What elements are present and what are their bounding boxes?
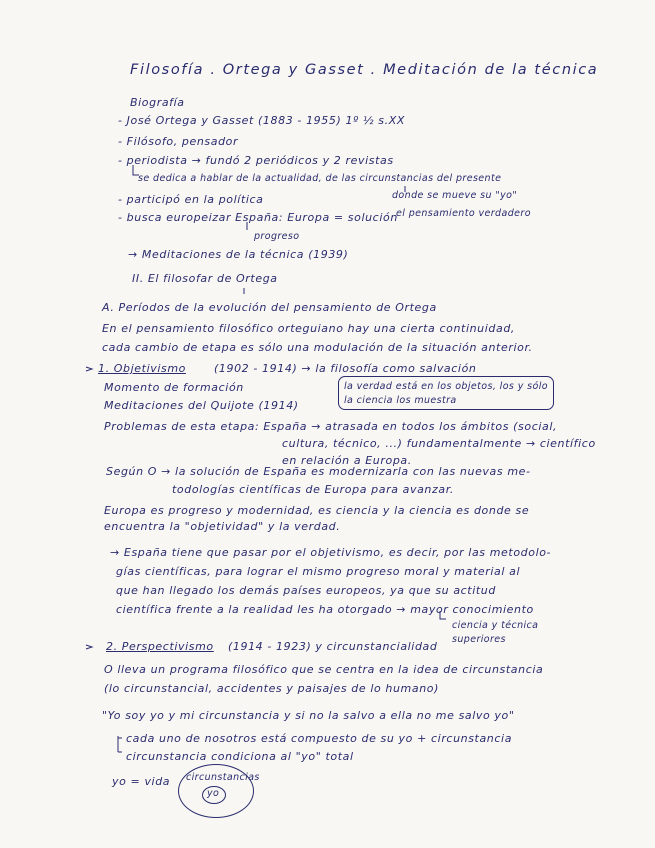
bio-heading: Biografía bbox=[130, 96, 185, 109]
problemas-line-2: cultura, técnico, ...) fundamentalmente → científico bbox=[282, 437, 596, 450]
objetivismo-momento: Momento de formación bbox=[104, 381, 244, 394]
bio-busca: - busca europeizar España: Europa = solución bbox=[118, 211, 398, 224]
periodos-heading: A. Períodos de la evolución del pensamiento de Ortega bbox=[102, 301, 437, 314]
segun-line-2: todologías científicas de Europa para avanzar. bbox=[172, 483, 454, 496]
bio-participo: - participó en la política bbox=[118, 193, 264, 206]
circunstancias-label: circunstancias bbox=[186, 772, 260, 783]
perspectivismo-lleva-1: O lleva un programa filosófico que se centra en la idea de circunstancia bbox=[104, 663, 544, 676]
ortega-quote: "Yo soy yo y mi circunstancia y si no la salvo a ella no me salvo yo" bbox=[102, 709, 515, 722]
espana-line-3: que han llegado los demás países europeos, ya que su actitud bbox=[116, 584, 496, 597]
perspectivismo-lleva-2: (lo circunstancial, accidentes y paisajes de lo humano) bbox=[104, 682, 439, 695]
page-title: Filosofía . Ortega y Gasset . Meditación de la técnica bbox=[130, 62, 599, 78]
yo-circle-label: yo bbox=[207, 788, 220, 799]
cada-uno-line: cada uno de nosotros está compuesto de su yo + circunstancia bbox=[126, 732, 513, 745]
verdad-box-line-1: la verdad está en los objetos, los y sólo bbox=[344, 381, 548, 392]
espana-line-4: científica frente a la realidad les ha otorgado → mayor conocimiento bbox=[116, 603, 534, 616]
bio-name-line: - José Ortega y Gasset (1883 - 1955) 1º ½ s.XX bbox=[118, 114, 405, 127]
espana-line-2: gías científicas, para lograr el mismo progreso moral y material al bbox=[116, 565, 521, 578]
bio-dedica: se dedica a hablar de la actualidad, de las circunstancias del presente bbox=[138, 173, 502, 184]
perspectivismo-heading: 2. Perspectivismo bbox=[106, 640, 214, 653]
objetivismo-heading: 1. Objetivismo bbox=[98, 362, 186, 375]
europa-line-1: Europa es progreso y modernidad, es ciencia y la ciencia es donde se bbox=[104, 504, 530, 517]
perspectivismo-dates: (1914 - 1923) y circunstancialidad bbox=[228, 640, 438, 653]
objetivismo-bullet-arrow bbox=[86, 367, 92, 371]
verdad-box-line-2: la ciencia los muestra bbox=[344, 395, 457, 406]
bio-pensamiento: el pensamiento verdadero bbox=[396, 208, 531, 219]
bio-progreso: progreso bbox=[254, 231, 300, 242]
superiores: superiores bbox=[452, 634, 506, 645]
bio-periodista: - periodista → fundó 2 periódicos y 2 revistas bbox=[118, 154, 394, 167]
objetivismo-dates: (1902 - 1914) → la filosofía como salvación bbox=[214, 362, 477, 375]
periodos-intro-1: En el pensamiento filosófico orteguiano hay una cierta continuidad, bbox=[102, 322, 516, 335]
periodos-intro-2: cada cambio de etapa es sólo una modulación de la situación anterior. bbox=[102, 341, 533, 354]
condiciona-line: circunstancia condiciona al "yo" total bbox=[126, 750, 354, 763]
ciencia-tecnica: ciencia y técnica bbox=[452, 620, 539, 631]
perspectivismo-bullet-arrow bbox=[86, 645, 92, 649]
problemas-line-1: Problemas de esta etapa: España → atrasada en todos los ámbitos (social, bbox=[104, 420, 558, 433]
objetivismo-obra: Meditaciones del Quijote (1914) bbox=[104, 399, 299, 412]
espana-line-1: → España tiene que pasar por el objetivismo, es decir, por las metodolo- bbox=[110, 546, 552, 559]
yo-vida: yo = vida bbox=[112, 775, 171, 788]
section2-heading: II. El filosofar de Ortega bbox=[132, 272, 278, 285]
europa-line-2: encuentra la "objetividad" y la verdad. bbox=[104, 520, 341, 533]
bio-meditaciones: → Meditaciones de la técnica (1939) bbox=[128, 248, 349, 261]
bracket-ends bbox=[118, 738, 122, 752]
bio-filosofo: - Filósofo, pensador bbox=[118, 135, 239, 148]
segun-line-1: Según O → la solución de España es modernizarla con las nuevas me- bbox=[106, 465, 531, 478]
problemas-line-3: en relación a Europa. bbox=[282, 454, 412, 467]
bio-donde: donde se mueve su "yo" bbox=[392, 190, 518, 201]
